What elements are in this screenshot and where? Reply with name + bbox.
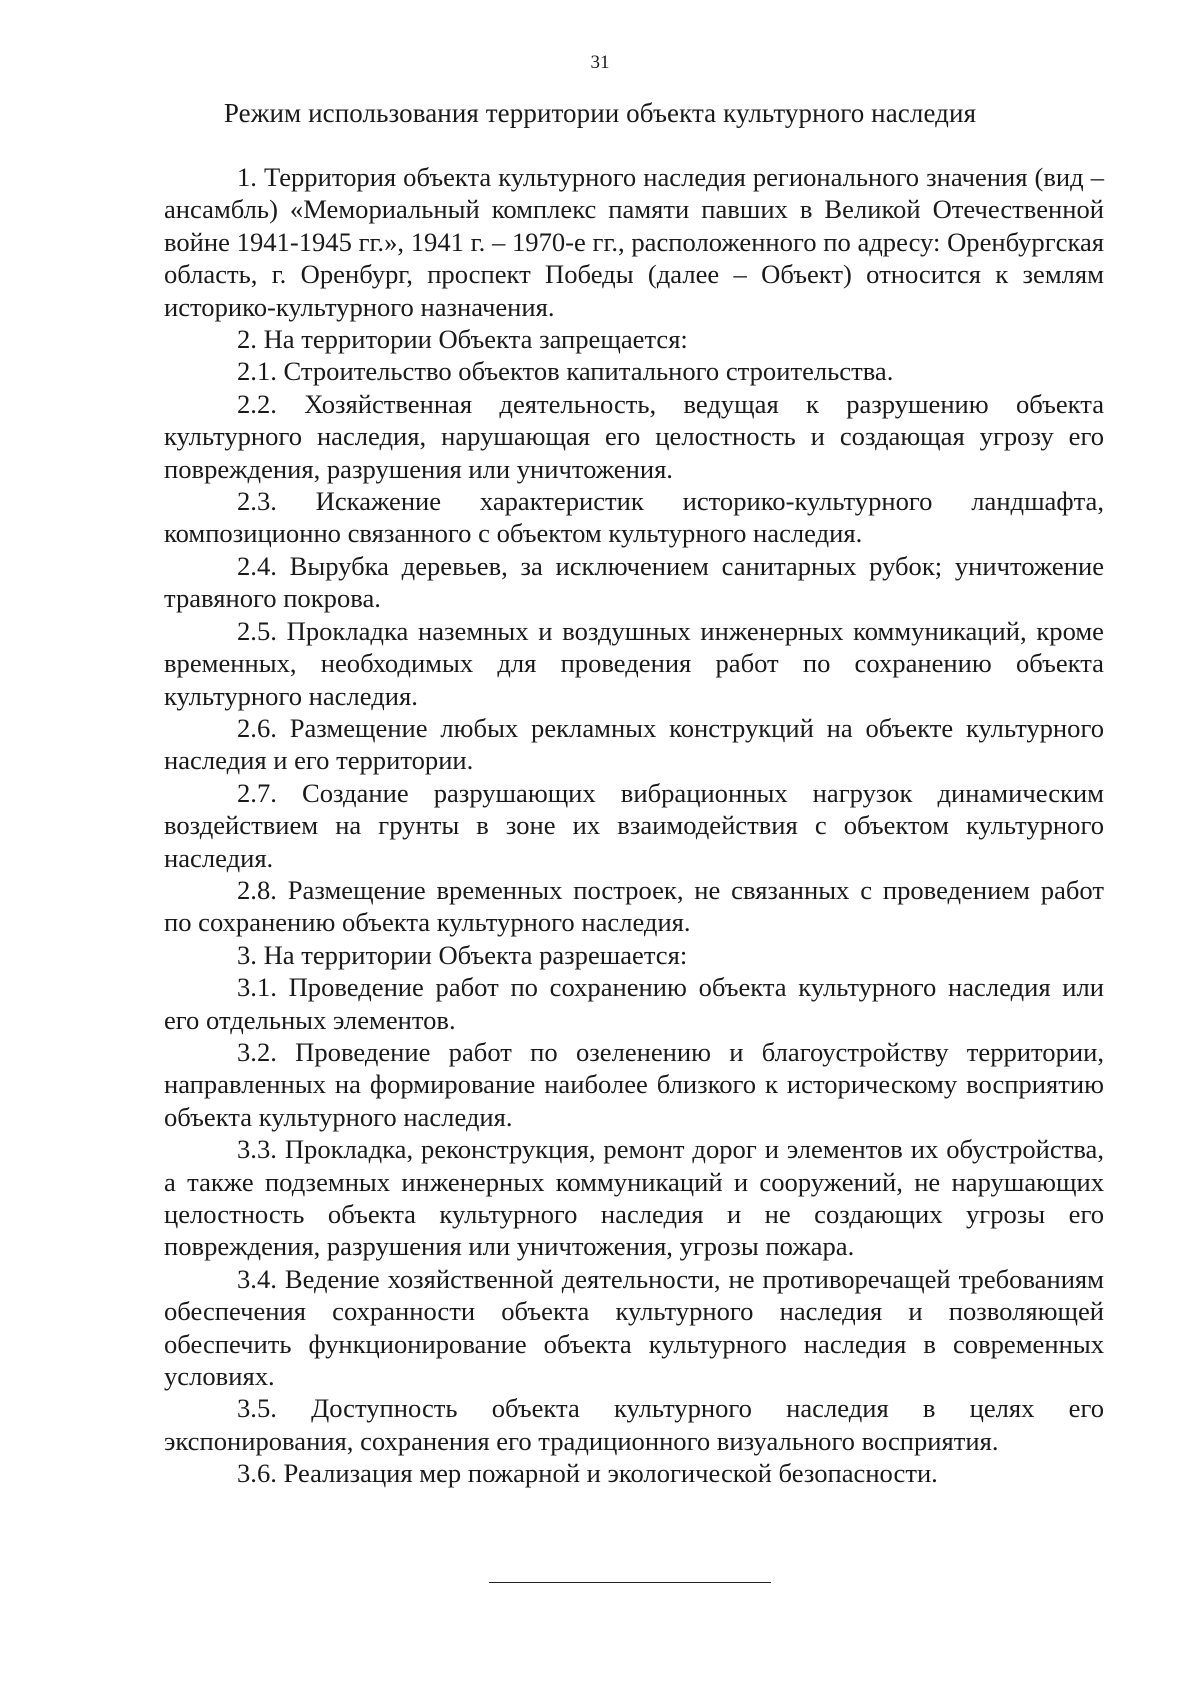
end-separator-line	[489, 1582, 771, 1583]
paragraph-3: 3. На территории Объекта разрешается:	[237, 939, 688, 970]
paragraph-2: 2. На территории Объекта запрещается:	[237, 324, 688, 355]
document-body	[164, 161, 1104, 1490]
paragraph-2-2: 2.2. Хозяйственная деятельность, ведущая к разрушению объекта культурного наследия, нарушающая его целостность и создающая угрозу его повреждения, разрушения или уничтожения.	[164, 388, 1104, 484]
paragraph-2-4: 2.4. Вырубка деревьев, за исключением санитарных рубок; уничтожение травяного покрова.	[164, 550, 1104, 614]
paragraph-1: 1. Территория объекта культурного наследия регионального значения (вид – ансамбль) «Мемориальный комплекс памяти павших в Великой Отечественной войне 1941-1945 гг.», 1941 г. – 1970-е гг., расположенного по адресу: Оренбургская область, г. Оренбург, проспект Победы (далее – Объект) относится к землям историко-культурного назначения.	[164, 162, 1104, 322]
paragraph-2-8: 2.8. Размещение временных построек, не связанных с проведением работ по сохранению объекта культурного наследия.	[164, 874, 1104, 938]
paragraph-2-5: 2.5. Прокладка наземных и воздушных инженерных коммуникаций, кроме временных, необходимых для проведения работ по сохранению объекта культурного наследия.	[164, 615, 1104, 711]
paragraph-3-5: 3.5. Доступность объекта культурного наследия в целях его экспонирования, сохранения его традиционного визуального восприятия.	[164, 1393, 1104, 1456]
page-number: 31	[590, 52, 610, 73]
paragraph-3-6: 3.6. Реализация мер пожарной и экологической безопасности.	[237, 1458, 938, 1489]
paragraph-3-1: 3.1. Проведение работ по сохранению объекта культурного наследия или его отдельных элементов.	[164, 972, 1104, 1035]
paragraph-2-3: 2.3. Искажение характеристик историко-культурного ландшафта, композиционно связанного с объектом культурного наследия.	[164, 486, 1104, 549]
paragraph-2-1: 2.1. Строительство объектов капитального строительства.	[237, 356, 894, 387]
paragraph-3-2: 3.2. Проведение работ по озеленению и благоустройству территории, направленных на формирование наиболее близкого к историческому восприятию объекта культурного наследия.	[164, 1036, 1104, 1132]
paragraph-3-4: 3.4. Ведение хозяйственной деятельности, не противоречащей требованиям обеспечения сохранности объекта культурного наследия и позволяющей обеспечить функционирование объекта культурного наследия в современных условиях.	[164, 1263, 1104, 1392]
paragraph-2-6: 2.6. Размещение любых рекламных конструкций на объекте культурного наследия и его территории.	[164, 712, 1104, 776]
paragraph-3-3: 3.3. Прокладка, реконструкция, ремонт дорог и элементов их обустройства, а также подземных инженерных коммуникаций и сооружений, не нарушающих целостность объекта культурного наследия и не создающих угрозы его повреждения, разрушения или уничтожения, угрозы пожара.	[164, 1134, 1104, 1262]
document-title: Режим использования территории объекта культурного наследия	[223, 98, 977, 128]
paragraph-2-7: 2.7. Создание разрушающих вибрационных нагрузок динамическим воздействием на грунты в зоне их взаимодействия с объектом культурного наследия.	[164, 777, 1104, 873]
